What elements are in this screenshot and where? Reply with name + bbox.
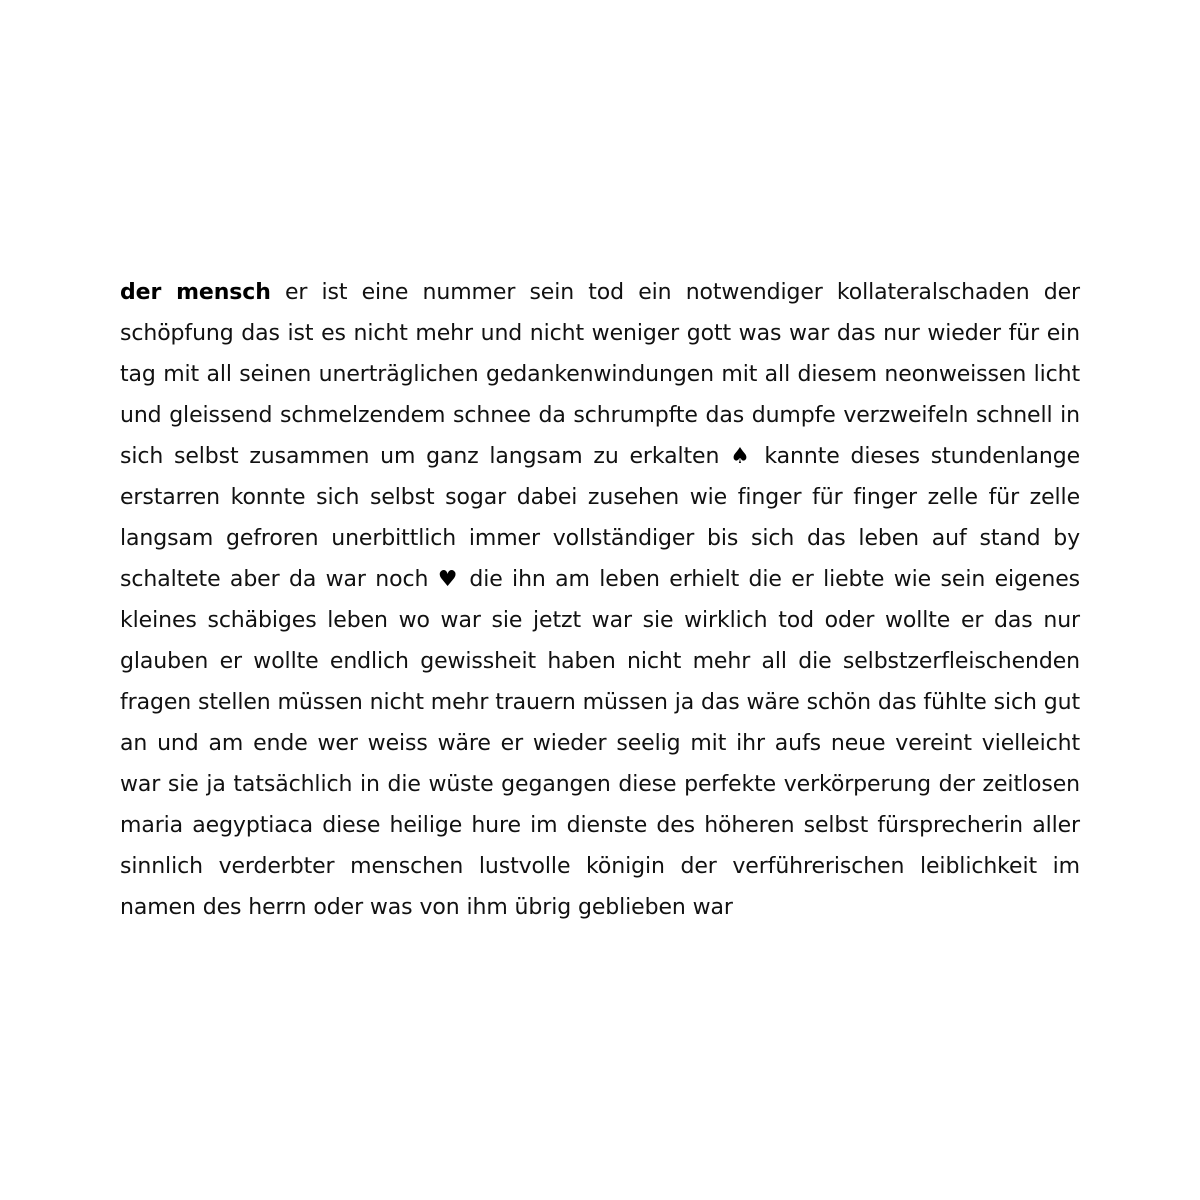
text-block [120, 272, 1080, 928]
spade-icon: ♠ [730, 444, 754, 469]
text-segment-3: die ihn am leben erhielt die er liebte wie sein eigenes kleines schäbiges leben wo war sie jetzt war sie wirklich tod oder wollte er das nur glauben er wollte endlich gewissheit haben nicht mehr all die selbstzerfleischenden fragen stellen müssen nicht mehr trauern müssen ja das wäre schön das fühlte sich gut an und am ende wer weiss wäre er wieder seelig mit ihr aufs neue vereint vielleicht war sie ja tatsächlich in die wüste gegangen diese perfekte verkörperung der zeitlosen maria aegyptiaca diese heilige hure im dienste des höheren selbst fürsprecherin aller sinnlich verderbter menschen lustvolle königin der verführerischen leiblichkeit im namen des herrn oder was von ihm übrig geblieben war [120, 567, 1080, 920]
text-segment-1: er ist eine nummer sein tod ein notwendiger kollateralschaden der schöpfung das ist es nicht mehr und nicht weniger gott was war das nur wieder für ein tag mit all seinen unerträglichen gedankenwindungen mit all diesem neonweissen licht und gleissend schmelzendem schnee da schrumpfte das dumpfe verzweifeln schnell in sich selbst zusammen um ganz langsam zu erkalten [120, 280, 1080, 469]
text-segment-2: kannte dieses stundenlange erstarren konnte sich selbst sogar dabei zusehen wie finger für finger zelle für zelle langsam gefroren unerbittlich immer vollständiger bis sich das leben auf stand by schaltete aber da war noch [120, 444, 1081, 592]
page-title: der mensch [120, 280, 271, 305]
heart-icon: ♥ [437, 567, 460, 592]
